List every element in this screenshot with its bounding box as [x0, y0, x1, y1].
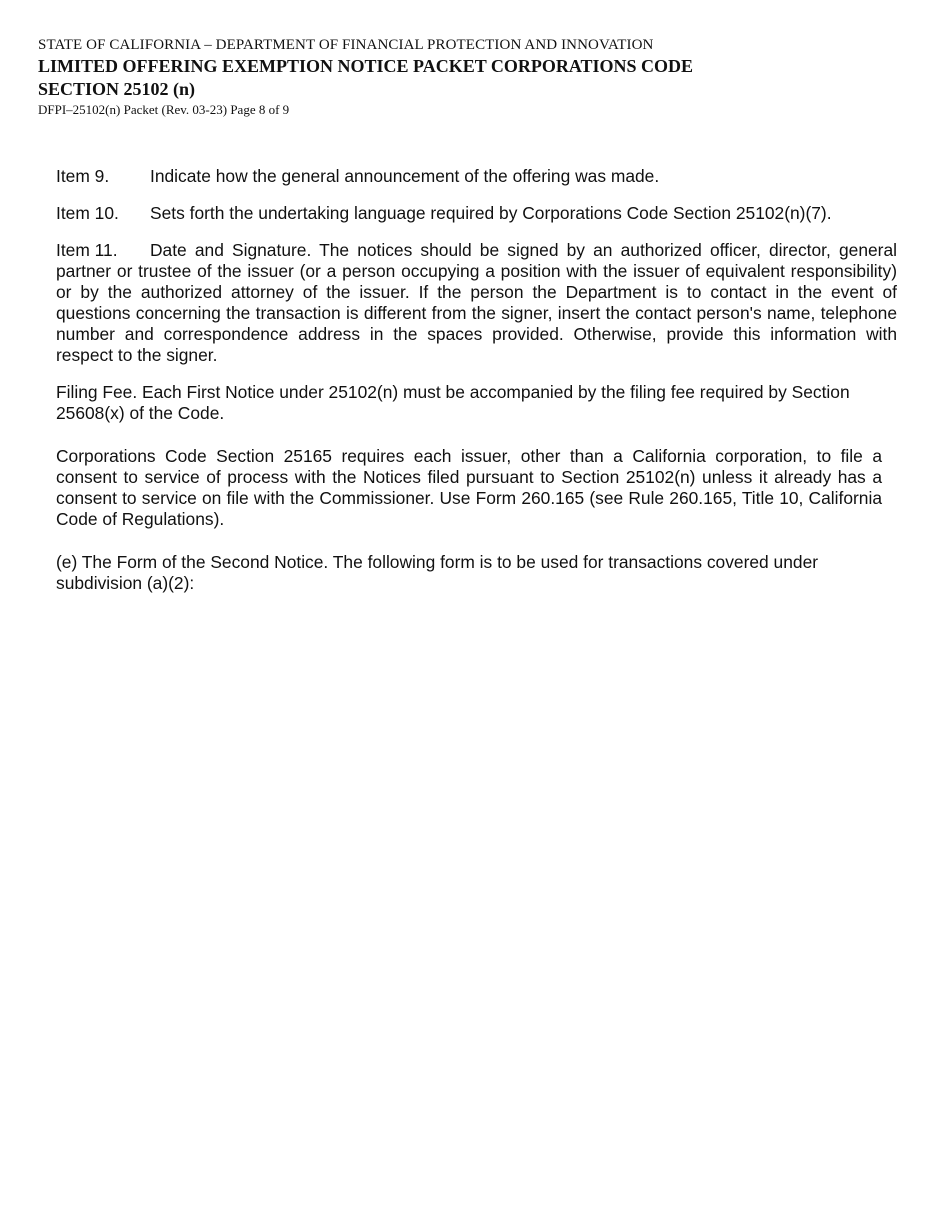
second-notice-paragraph: (e) The Form of the Second Notice. The following form is to be used for transactions covered under subdivision (a)(2):	[56, 552, 819, 593]
item-text: Date and Signature. The notices should be signed by an authorized officer, director, general partner or trustee of the issuer (or a person occupying a position with the issuer of equivalent responsibility) or by the authorized attorney of the issuer. If the person the Department is to contact in the event of questions concerning the transaction is different from the signer, insert the contact person's name, telephone number and correspondence address in the spaces provided. Otherwise, provide this information with respect to the signer.	[56, 240, 897, 365]
item-11	[56, 240, 897, 366]
document-title: LIMITED OFFERING EXEMPTION NOTICE PACKET CORPORATIONS CODE SECTION 25102 (n)	[38, 56, 694, 99]
item-9	[56, 166, 897, 187]
item-text: Indicate how the general announcement of the offering was made.	[150, 166, 660, 186]
item-text: Sets forth the undertaking language required by Corporations Code Section 25102(n)(7).	[150, 203, 832, 223]
item-number: Item 11.	[56, 240, 118, 260]
form-id-page-number: DFPI–25102(n) Packet (Rev. 03-23) Page 8 of 9	[38, 102, 290, 117]
filing-fee-paragraph: Filing Fee. Each First Notice under 25102(n) must be accompanied by the filing fee required by Section 25608(x) of the Code.	[56, 382, 850, 423]
item-10	[56, 203, 897, 224]
page-header	[38, 36, 918, 118]
consent-to-service-paragraph: Corporations Code Section 25165 requires each issuer, other than a California corporation, to file a consent to service of process with the Notices filed pursuant to Section 25102(n) unless it already has a consent to service on file with the Commissioner. Use Form 260.165 (see Rule 260.165, Title 10, California Code of Regulations).	[56, 446, 882, 529]
document-body	[56, 166, 897, 616]
item-number: Item 10.	[56, 203, 119, 223]
agency-name: STATE OF CALIFORNIA – DEPARTMENT OF FINANCIAL PROTECTION AND INNOVATION	[38, 37, 654, 53]
item-number: Item 9.	[56, 166, 110, 186]
